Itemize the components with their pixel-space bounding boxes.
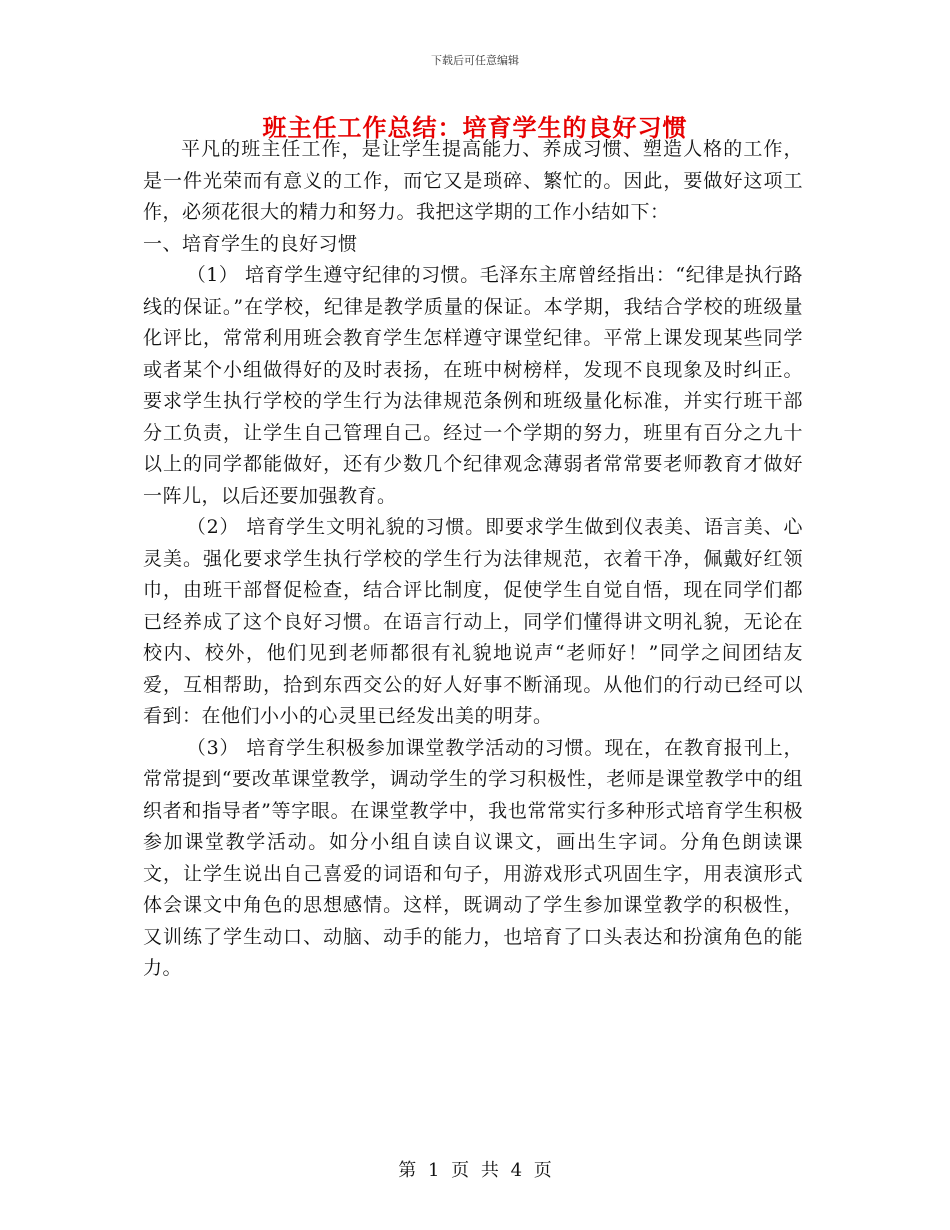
- item-paragraph-3: （3） 培育学生积极参加课堂教学活动的习惯。现在，在教育报刊上，常常提到“要改革课堂教学，调动学生的学习积极性，老师是课堂教学中的组织者和指导者”等字眼。在课堂教学中，我也常常实行多种形式培育学生积极参加课堂教学活动。如分小组自读自议课文，画出生字词。分角色朗读课文，让学生说出自己喜爱的词语和句子，用游戏形式巩固生字，用表演形式体会课文中角色的思想感情。这样，既调动了学生参加课堂教学的积极性，又训练了学生动口、动脑、动手的能力，也培育了口头表达和扮演角色的能力。: [143, 736, 803, 979]
- header-note: 下载后可任意编辑: [431, 54, 519, 67]
- item-paragraph-1: （1） 培育学生遵守纪律的习惯。毛泽东主席曾经指出：“纪律是执行路线的保证。”在学校，纪律是教学质量的保证。本学期，我结合学校的班级量化评比，常常利用班会教育学生怎样遵守课堂纪律。平常上课发现某些同学或者某个小组做得好的及时表扬，在班中树榜样，发现不良现象及时纠正。要求学生执行学校的学生行为法律规范条例和班级量化标准，并实行班干部分工负责，让学生自己管理自己。经过一个学期的努力，班里有百分之九十以上的同学都能做好，还有少数几个纪律观念薄弱者常常要老师教育才做好一阵儿，以后还要加强教育。: [143, 264, 803, 507]
- section-heading: 一、培育学生的良好习惯: [143, 232, 358, 255]
- intro-paragraph: 平凡的班主任工作，是让学生提高能力、养成习惯、塑造人格的工作，是一件光荣而有意义的工作，而它又是琐碎、繁忙的。因此，要做好这项工作，必须花很大的精力和努力。我把这学期的工作小结如下：: [143, 138, 803, 223]
- document-title: 班主任工作总结：培育学生的良好习惯: [262, 113, 688, 142]
- item-paragraph-2: （2） 培育学生文明礼貌的习惯。即要求学生做到仪表美、语言美、心灵美。强化要求学生执行学校的学生行为法律规范，衣着干净，佩戴好红领巾，由班干部督促检查，结合评比制度，促使学生自觉自悟，现在同学们都已经养成了这个良好习惯。在语言行动上，同学们懂得讲文明礼貌，无论在校内、校外，他们见到老师都很有礼貌地说声“老师好！”同学之间团结友爱，互相帮助，拾到东西交公的好人好事不断涌现。从他们的行动已经可以看到：在他们小小的心灵里已经发出美的明芽。: [143, 516, 803, 727]
- page-footer: 第 1 页 共 4 页: [398, 1160, 552, 1181]
- document-body: [143, 134, 803, 985]
